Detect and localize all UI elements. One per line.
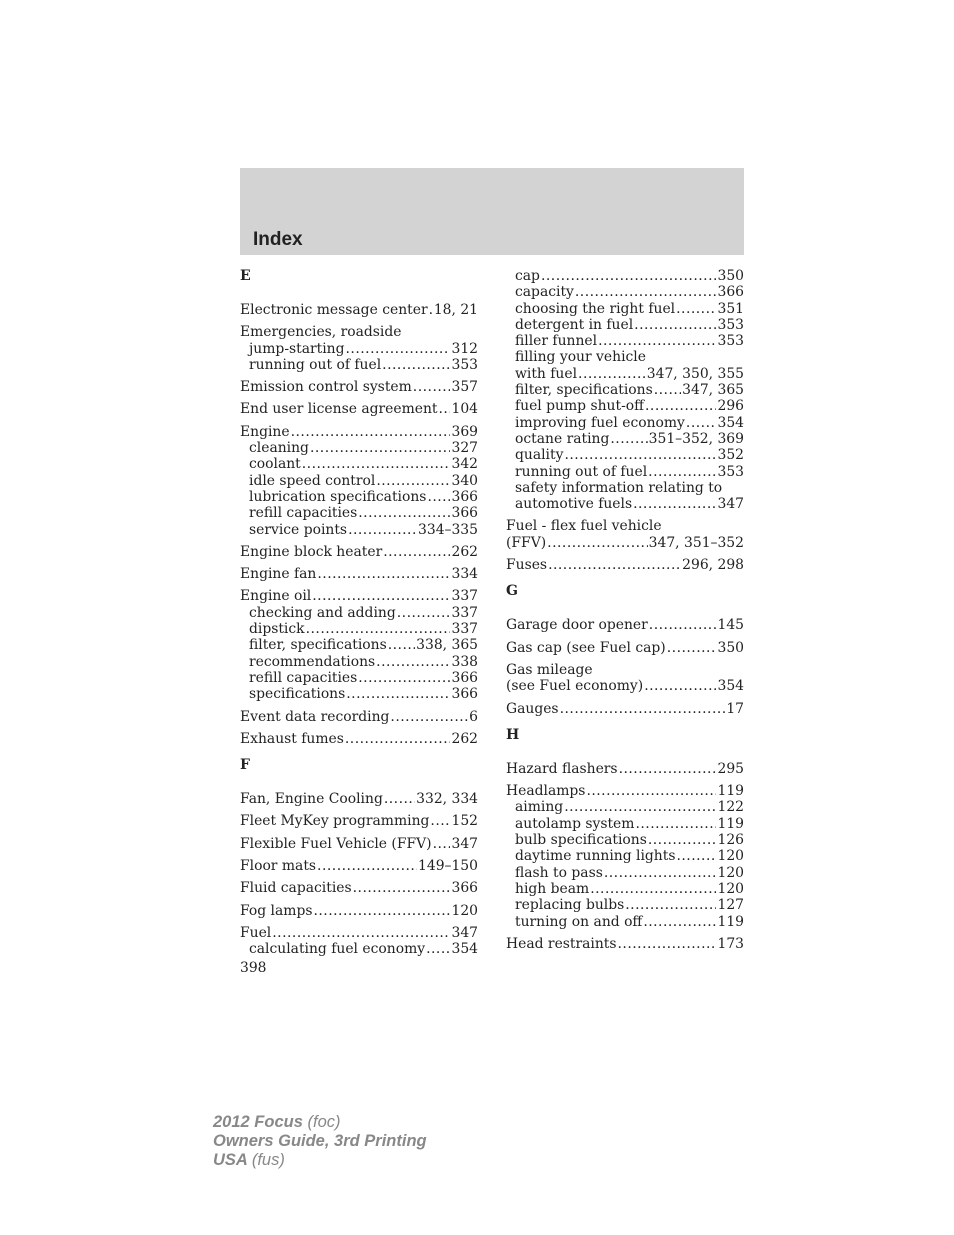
- index-entry: [240, 903, 478, 919]
- entry-label: Gas mileage: [506, 661, 593, 678]
- index-subentry-text: [506, 349, 744, 365]
- entry-label: octane rating: [515, 430, 610, 447]
- index-subentry: [240, 505, 478, 521]
- dot-leader: [645, 398, 716, 414]
- entry-label: replacing bulbs: [515, 897, 625, 914]
- entry-label: refill capacities: [249, 505, 358, 522]
- dot-leader: [686, 415, 717, 431]
- entry-pages: 369: [451, 423, 478, 440]
- index-subentry: [506, 431, 744, 447]
- entry-pages: 312: [451, 340, 478, 357]
- entry-pages: 351–352, 369: [648, 430, 744, 447]
- entry-pages: 338: [451, 653, 478, 670]
- entry-label: (see Fuel economy): [506, 678, 644, 695]
- index-column-right: [506, 268, 744, 952]
- entry-label: cleaning: [249, 440, 309, 457]
- index-entry: [240, 791, 478, 807]
- entry-label: Engine: [240, 423, 290, 440]
- dot-leader: [635, 816, 716, 832]
- dot-leader: [348, 522, 417, 538]
- dot-leader: [564, 799, 716, 815]
- dot-leader: [598, 333, 716, 349]
- index-entry: [240, 424, 478, 440]
- entry-pages: 350: [717, 639, 744, 656]
- entry-pages: 122: [717, 799, 744, 816]
- index-entry: [240, 544, 478, 560]
- entry-pages: 104: [451, 401, 478, 418]
- index-subentry: [240, 473, 478, 489]
- dot-leader: [317, 566, 450, 582]
- index-entry: [506, 535, 744, 551]
- entry-pages: 338, 365: [416, 637, 478, 654]
- dot-leader: [382, 357, 450, 373]
- entry-pages: 353: [717, 316, 744, 333]
- dot-leader: [426, 941, 450, 957]
- index-subentry: [506, 333, 744, 349]
- footer-line-guide: Owners Guide, 3rd Printing: [213, 1132, 427, 1150]
- entry-label: automotive fuels: [515, 496, 633, 513]
- index-subentry: [240, 637, 478, 653]
- index-entry: [506, 783, 744, 799]
- index-entry: [506, 701, 744, 717]
- dot-leader: [604, 865, 717, 881]
- entry-pages: 342: [451, 456, 478, 473]
- dot-leader: [358, 670, 450, 686]
- dot-leader: [439, 401, 451, 417]
- dot-leader: [644, 678, 716, 694]
- index-subentry: [240, 440, 478, 456]
- entry-label: Emergencies, roadside: [240, 324, 402, 341]
- entry-pages: 327: [451, 440, 478, 457]
- index-entry: [240, 302, 478, 318]
- entry-pages: 347: [451, 835, 478, 852]
- dot-leader: [413, 379, 451, 395]
- index-column-left: [240, 268, 478, 958]
- index-subentry: [240, 341, 478, 357]
- dot-leader: [619, 761, 717, 777]
- dot-leader: [634, 317, 716, 333]
- entry-label: End user license agreement: [240, 401, 438, 418]
- dot-leader: [353, 880, 451, 896]
- dot-leader: [649, 617, 717, 633]
- dot-leader: [312, 588, 450, 604]
- index-entry: [506, 678, 744, 694]
- entry-label: Engine fan: [240, 566, 317, 583]
- entry-pages: 351: [717, 300, 744, 317]
- entry-label: Fleet MyKey programming: [240, 813, 430, 830]
- entry-label: Event data recording: [240, 708, 390, 725]
- dot-leader: [575, 284, 717, 300]
- index-subentry: [240, 456, 478, 472]
- index-entry-text: [240, 324, 478, 340]
- index-subentry: [506, 447, 744, 463]
- dot-leader: [578, 366, 646, 382]
- entry-pages: 120: [717, 880, 744, 897]
- entry-pages: 120: [717, 848, 744, 865]
- index-entry: [506, 557, 744, 573]
- index-entry: [240, 588, 478, 604]
- index-entry: [240, 836, 478, 852]
- footer-line-model: 2012 Focus (foc): [213, 1113, 341, 1131]
- dot-leader: [345, 731, 451, 747]
- entry-label: dipstick: [249, 621, 305, 638]
- index-entry-text: [506, 662, 744, 678]
- entry-pages: 337: [451, 588, 478, 605]
- entry-label: improving fuel economy: [515, 414, 685, 431]
- entry-pages: 332, 334: [416, 791, 478, 808]
- entry-pages: 119: [717, 783, 744, 800]
- index-entry: [506, 936, 744, 952]
- dot-leader: [654, 382, 681, 398]
- dot-leader: [433, 836, 451, 852]
- entry-label: calculating fuel economy: [249, 941, 426, 958]
- dot-leader: [397, 605, 451, 621]
- entry-pages: 340: [451, 472, 478, 489]
- index-entry-text: [506, 518, 744, 534]
- entry-label: cap: [515, 268, 540, 284]
- entry-label: Head restraints: [506, 935, 617, 952]
- index-subentry: [506, 816, 744, 832]
- dot-leader: [306, 621, 451, 637]
- entry-pages: 347, 365: [682, 382, 744, 399]
- dot-leader: [564, 447, 716, 463]
- entry-pages: 347: [451, 924, 478, 941]
- entry-pages: 296: [717, 398, 744, 415]
- entry-label: Hazard flashers: [506, 760, 618, 777]
- dot-leader: [317, 858, 417, 874]
- entry-pages: 334–335: [418, 521, 478, 538]
- index-subentry: [506, 382, 744, 398]
- index-subentry: [506, 366, 744, 382]
- entry-pages: 296, 298: [682, 557, 744, 574]
- entry-label: Fan, Engine Cooling: [240, 791, 383, 808]
- index-entry: [240, 566, 478, 582]
- index-entry: [240, 813, 478, 829]
- entry-pages: 173: [717, 935, 744, 952]
- index-subentry: [240, 522, 478, 538]
- dot-leader: [388, 637, 415, 653]
- entry-pages: 145: [717, 617, 744, 634]
- entry-pages: 17: [726, 700, 744, 717]
- entry-pages: 354: [451, 941, 478, 958]
- entry-label: autolamp system: [515, 815, 635, 832]
- index-title: Index: [253, 229, 303, 250]
- entry-label: Fluid capacities: [240, 880, 352, 897]
- entry-label: filter, specifications: [249, 637, 387, 654]
- entry-pages: 366: [451, 880, 478, 897]
- index-subentry: [506, 464, 744, 480]
- index-entry: [506, 640, 744, 656]
- entry-label: Gauges: [506, 700, 559, 717]
- index-subentry: [506, 848, 744, 864]
- entry-pages: 347: [717, 496, 744, 513]
- dot-leader: [541, 268, 717, 284]
- entry-label: checking and adding: [249, 604, 396, 621]
- dot-leader: [625, 897, 716, 913]
- entry-label: aiming: [515, 799, 564, 816]
- dot-leader: [430, 813, 450, 829]
- entry-pages: 152: [451, 813, 478, 830]
- entry-label: specifications: [249, 686, 346, 703]
- entry-pages: 354: [717, 414, 744, 431]
- entry-pages: 366: [451, 669, 478, 686]
- footer-line-region: USA (fus): [213, 1151, 285, 1169]
- entry-pages: 126: [717, 832, 744, 849]
- index-subentry: [240, 605, 478, 621]
- index-entry: [240, 925, 478, 941]
- entry-label: refill capacities: [249, 669, 358, 686]
- dot-leader: [346, 686, 450, 702]
- dot-leader: [618, 936, 717, 952]
- index-subentry: [506, 301, 744, 317]
- index-header-band: [240, 168, 744, 255]
- index-entry: [240, 880, 478, 896]
- entry-pages: 366: [451, 488, 478, 505]
- entry-pages: 353: [451, 356, 478, 373]
- dot-leader: [429, 302, 433, 318]
- dot-leader: [383, 544, 450, 560]
- index-subentry: [506, 914, 744, 930]
- entry-pages: 354: [717, 678, 744, 695]
- dot-leader: [358, 505, 450, 521]
- entry-label: Emission control system: [240, 379, 412, 396]
- dot-leader: [302, 456, 451, 472]
- index-subentry: [240, 621, 478, 637]
- page-number: 398: [240, 960, 267, 976]
- entry-label: high beam: [515, 880, 590, 897]
- index-subentry: [240, 670, 478, 686]
- entry-pages: 352: [717, 447, 744, 464]
- entry-label: service points: [249, 521, 348, 538]
- dot-leader: [643, 914, 716, 930]
- entry-label: Exhaust fumes: [240, 730, 344, 747]
- index-subentry: [240, 654, 478, 670]
- dot-leader: [310, 440, 451, 456]
- index-subentry: [506, 415, 744, 431]
- entry-label: capacity: [515, 284, 574, 301]
- entry-label: safety information relating to: [515, 479, 723, 496]
- entry-label: Electronic message center: [240, 302, 428, 318]
- dot-leader: [427, 489, 450, 505]
- dot-leader: [547, 535, 648, 551]
- entry-label: Fuses: [506, 557, 548, 574]
- entry-label: detergent in fuel: [515, 316, 634, 333]
- index-letter-heading: F: [240, 757, 250, 774]
- dot-leader: [610, 431, 647, 447]
- dot-leader: [346, 341, 451, 357]
- entry-label: Engine oil: [240, 588, 312, 605]
- entry-pages: 262: [451, 730, 478, 747]
- entry-label: fuel pump shut-off: [515, 398, 645, 415]
- entry-pages: 149–150: [418, 858, 478, 875]
- entry-label: Headlamps: [506, 783, 586, 800]
- entry-pages: 295: [717, 760, 744, 777]
- dot-leader: [676, 301, 716, 317]
- entry-label: running out of fuel: [249, 356, 382, 373]
- entry-pages: 337: [451, 621, 478, 638]
- entry-label: Engine block heater: [240, 543, 383, 560]
- entry-label: Gas cap (see Fuel cap): [506, 639, 666, 656]
- index-entry: [240, 401, 478, 417]
- index-subentry: [506, 317, 744, 333]
- dot-leader: [272, 925, 450, 941]
- dot-leader: [291, 424, 451, 440]
- dot-leader: [590, 881, 716, 897]
- entry-pages: 18, 21: [433, 302, 478, 318]
- entry-pages: 119: [717, 913, 744, 930]
- index-subentry: [506, 268, 744, 284]
- dot-leader: [648, 464, 716, 480]
- index-subentry: [506, 832, 744, 848]
- entry-pages: 120: [717, 864, 744, 881]
- index-subentry: [506, 897, 744, 913]
- index-subentry: [506, 496, 744, 512]
- entry-label: flash to pass: [515, 864, 603, 881]
- index-entry: [240, 709, 478, 725]
- entry-pages: 350: [717, 268, 744, 284]
- index-entry: [506, 761, 744, 777]
- entry-pages: 347, 351–352: [648, 534, 744, 551]
- entry-label: recommendations: [249, 653, 376, 670]
- dot-leader: [633, 496, 716, 512]
- index-subentry: [506, 865, 744, 881]
- index-letter-heading: G: [506, 583, 518, 600]
- dot-leader: [376, 473, 450, 489]
- index-entry: [240, 858, 478, 874]
- entry-label: coolant: [249, 456, 301, 473]
- index-subentry-text: [506, 480, 744, 496]
- entry-label: Floor mats: [240, 858, 317, 875]
- entry-pages: 366: [717, 284, 744, 301]
- entry-label: idle speed control: [249, 472, 376, 489]
- entry-pages: 6: [469, 708, 478, 725]
- dot-leader: [676, 848, 716, 864]
- entry-pages: 262: [451, 543, 478, 560]
- entry-label: filter, specifications: [515, 382, 653, 399]
- entry-label: lubrication specifications: [249, 488, 427, 505]
- index-subentry: [506, 881, 744, 897]
- entry-label: turning on and off: [515, 913, 643, 930]
- entry-pages: 119: [717, 815, 744, 832]
- entry-pages: 127: [717, 897, 744, 914]
- document-footer: [213, 1113, 427, 1170]
- entry-pages: 337: [451, 604, 478, 621]
- entry-pages: 353: [717, 463, 744, 480]
- index-subentry: [240, 489, 478, 505]
- entry-label: bulb specifications: [515, 832, 647, 849]
- entry-label: Fog lamps: [240, 902, 313, 919]
- entry-label: (FFV): [506, 534, 547, 551]
- entry-label: Garage door opener: [506, 617, 648, 634]
- entry-label: quality: [515, 447, 564, 464]
- entry-label: Flexible Fuel Vehicle (FFV): [240, 835, 432, 852]
- dot-leader: [667, 640, 717, 656]
- entry-label: filler funnel: [515, 333, 598, 350]
- index-subentry: [240, 686, 478, 702]
- index-letter-heading: E: [240, 268, 251, 284]
- entry-label: choosing the right fuel: [515, 300, 676, 317]
- dot-leader: [384, 791, 415, 807]
- dot-leader: [560, 701, 726, 717]
- dot-leader: [586, 783, 716, 799]
- index-subentry: [506, 284, 744, 300]
- entry-label: Fuel: [240, 924, 272, 941]
- index-subentry: [506, 398, 744, 414]
- dot-leader: [313, 903, 450, 919]
- dot-leader: [548, 557, 681, 573]
- entry-pages: 366: [451, 505, 478, 522]
- index-subentry: [240, 941, 478, 957]
- entry-label: running out of fuel: [515, 463, 648, 480]
- entry-pages: 347, 350, 355: [646, 365, 744, 382]
- entry-pages: 366: [451, 686, 478, 703]
- index-subentry: [240, 357, 478, 373]
- entry-pages: 357: [451, 379, 478, 396]
- entry-pages: 334: [451, 566, 478, 583]
- entry-pages: 353: [717, 333, 744, 350]
- entry-label: Fuel - flex fuel vehicle: [506, 518, 662, 535]
- index-entry: [240, 379, 478, 395]
- entry-pages: 120: [451, 902, 478, 919]
- index-letter-heading: H: [506, 726, 520, 743]
- dot-leader: [390, 709, 468, 725]
- index-subentry: [506, 799, 744, 815]
- entry-label: filling your vehicle: [515, 349, 646, 366]
- dot-leader: [376, 654, 450, 670]
- entry-label: with fuel: [515, 365, 578, 382]
- entry-label: daytime running lights: [515, 848, 676, 865]
- dot-leader: [648, 832, 717, 848]
- index-entry: [240, 731, 478, 747]
- entry-label: jump-starting: [249, 340, 345, 357]
- index-entry: [506, 617, 744, 633]
